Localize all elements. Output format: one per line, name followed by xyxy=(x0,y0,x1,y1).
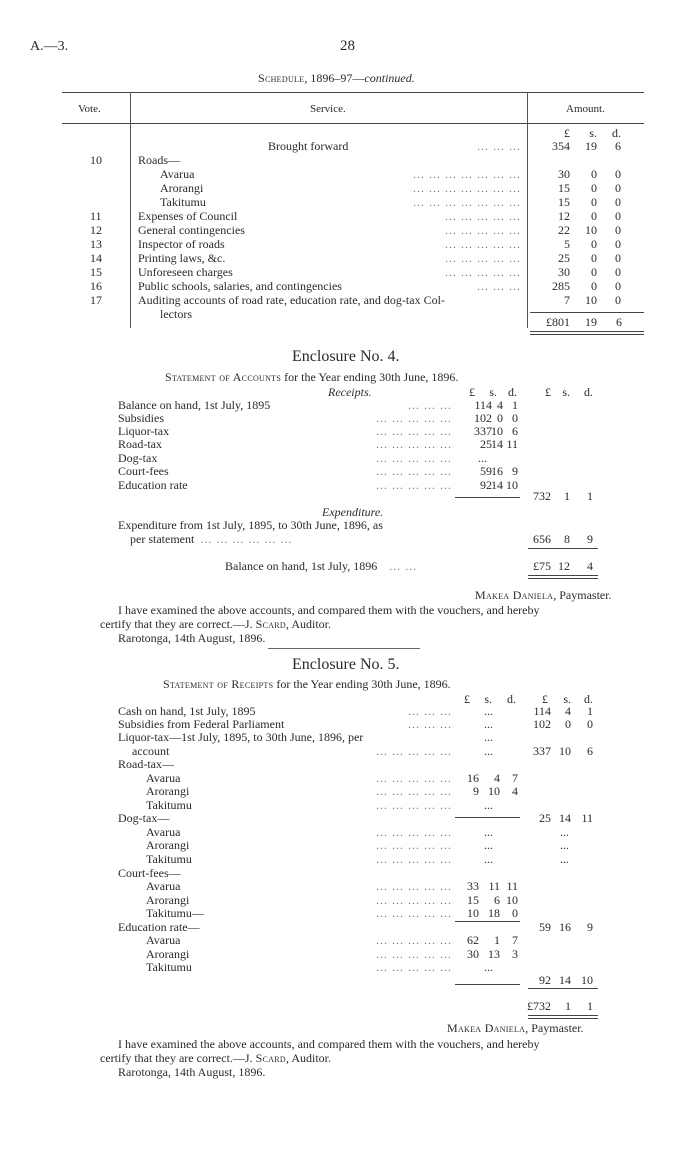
amount-l: 5 xyxy=(564,237,570,251)
education-total-d: 10 xyxy=(581,973,593,987)
amount-d: 0 xyxy=(587,717,593,731)
leader-dots: ... ... ... ... ... xyxy=(376,798,452,812)
amount-l: 7 xyxy=(564,293,570,307)
leader-dots: ... ... ... ... ... xyxy=(376,424,452,438)
amount-d: 0 xyxy=(615,209,621,223)
enclosure-5-subtitle: Statement of Receipts for the Year ending 30th June, 1896. xyxy=(163,677,451,691)
expenditure-heading: Expenditure. xyxy=(322,505,384,519)
ellipsis: ... xyxy=(484,960,493,974)
amount-s: 0 xyxy=(591,195,597,209)
service-label: Avarua xyxy=(160,167,195,181)
row-label: Liquor-tax—1st July, 1895, to 30th June, 1896, per xyxy=(118,730,364,744)
total-d: 6 xyxy=(616,315,622,329)
sub-amount-d: 11 xyxy=(506,879,518,893)
sub-amount-l: 30 xyxy=(467,947,479,961)
document-reference: A.—3. xyxy=(30,39,69,54)
amount-d: 0 xyxy=(615,293,621,307)
leader-dots: ... ... ... ... ... xyxy=(376,947,452,961)
row-label: Avarua xyxy=(146,825,181,839)
place-date: Rarotonga, 14th August, 1896. xyxy=(118,631,266,645)
amount-s: 14 xyxy=(491,437,503,451)
leader-dots: ... ... ... ... ... xyxy=(376,933,452,947)
expenditure-s: 8 xyxy=(564,532,570,546)
balance-l: £75 xyxy=(533,559,551,573)
row-label: Liquor-tax xyxy=(118,424,170,438)
amount-s: 16 xyxy=(491,464,503,478)
receipts-total-s: 1 xyxy=(564,489,570,503)
grand-total-d: 1 xyxy=(587,999,593,1013)
sub-amount-s: 11 xyxy=(488,879,500,893)
amount-s: 0 xyxy=(497,411,503,425)
expenditure-line-1: Expenditure from 1st July, 1895, to 30th June, 1896, as xyxy=(118,518,383,532)
sub-amount-s: 18 xyxy=(488,906,500,920)
service-label: General contingencies xyxy=(138,223,245,237)
sub-amount-d: 4 xyxy=(512,784,518,798)
amount-s: 10 xyxy=(559,744,571,758)
leader-dots: ... ... ... ... ... xyxy=(376,451,452,465)
leader-dots: ... ... ... ... ... xyxy=(445,251,521,265)
amount-d: 0 xyxy=(615,181,621,195)
leader-dots: ... ... ... ... ... xyxy=(376,960,452,974)
lsd-header-s: s. xyxy=(563,692,571,706)
service-label: lectors xyxy=(160,307,192,321)
amount-l: 285 xyxy=(552,279,570,293)
place-date: Rarotonga, 14th August, 1896. xyxy=(118,1065,266,1079)
service-label: Takitumu xyxy=(160,195,206,209)
leader-dots: ... ... ... ... ... xyxy=(376,411,452,425)
leader-dots: ... ... ... ... ... xyxy=(445,237,521,251)
sub-amount-l: 62 xyxy=(467,933,479,947)
amount-d: 1 xyxy=(587,704,593,718)
amount-d: 0 xyxy=(615,195,621,209)
amount-s: 0 xyxy=(591,167,597,181)
receipts-total-l: 732 xyxy=(533,489,551,503)
leader-dots: ... ... ... ... ... xyxy=(376,893,452,907)
paymaster-signature: Makea Daniela, Paymaster. xyxy=(447,1021,584,1035)
service-label: Roads— xyxy=(138,153,180,167)
amount-s: 0 xyxy=(591,251,597,265)
ellipsis: ... xyxy=(484,838,493,852)
amount-d: 0 xyxy=(615,279,621,293)
vote-number: 11 xyxy=(90,209,102,223)
leader-dots: ... ... ... ... ... xyxy=(376,825,452,839)
amount-l: 15 xyxy=(558,195,570,209)
amount-s: 14 xyxy=(491,478,503,492)
service-label: Public schools, salaries, and contingencies xyxy=(138,279,342,293)
row-label: Avarua xyxy=(146,933,181,947)
grand-total-s: 1 xyxy=(565,999,571,1013)
row-label: Dog-tax— xyxy=(118,811,170,825)
vote-number: 17 xyxy=(90,293,102,307)
lsd-header-s: s. xyxy=(489,385,497,399)
grand-total-l: £732 xyxy=(527,999,551,1013)
balance-label: Balance on hand, 1st July, 1896 ... ... xyxy=(225,559,418,573)
row-label: Road-tax— xyxy=(118,757,174,771)
leader-dots: ... ... ... ... ... xyxy=(376,464,452,478)
leader-dots: ... ... ... ... ... xyxy=(376,879,452,893)
sub-amount-d: 3 xyxy=(512,947,518,961)
amount-l: 92 xyxy=(480,478,492,492)
total-l: £801 xyxy=(546,315,570,329)
row-label: account xyxy=(132,744,170,758)
amount-d: 11 xyxy=(506,437,518,451)
amount-d: 0 xyxy=(615,237,621,251)
sub-amount-d: 7 xyxy=(512,933,518,947)
expenditure-l: 656 xyxy=(533,532,551,546)
balance-d: 4 xyxy=(587,559,593,573)
amount-l: 114 xyxy=(474,398,492,412)
lsd-header-l: £ xyxy=(545,385,551,399)
row-label: Education rate xyxy=(118,478,188,492)
leader-dots: ... ... ... xyxy=(408,398,452,412)
leader-dots: ... ... ... ... ... ... ... xyxy=(413,181,521,195)
sub-amount-s: 4 xyxy=(494,771,500,785)
lsd-header-s: s. xyxy=(484,692,492,706)
lsd-header-d: d. xyxy=(612,126,621,140)
leader-dots: ... ... ... ... ... xyxy=(376,437,452,451)
vote-number: 10 xyxy=(90,153,102,167)
enclosure-4-subtitle: Statement of Accounts for the Year ending 30th June, 1896. xyxy=(165,370,459,384)
amount-l: 59 xyxy=(480,464,492,478)
balance-s: 12 xyxy=(558,559,570,573)
education-total-l: 92 xyxy=(539,973,551,987)
service-label: Inspector of roads xyxy=(138,237,225,251)
ellipsis: ... xyxy=(484,852,493,866)
lsd-header-l: £ xyxy=(564,126,570,140)
amount-l: 30 xyxy=(558,265,570,279)
amount-s: 19 xyxy=(585,139,597,153)
row-label: Arorangi xyxy=(146,784,190,798)
amount-l: 102 xyxy=(474,411,492,425)
leader-dots: ... ... ... ... ... xyxy=(445,209,521,223)
sub-amount-d: 0 xyxy=(512,906,518,920)
amount-d: 0 xyxy=(615,265,621,279)
amount-s: 0 xyxy=(591,279,597,293)
ellipsis: ... xyxy=(484,798,493,812)
amount-d: 6 xyxy=(512,424,518,438)
amount-s: 10 xyxy=(491,424,503,438)
column-header-vote: Vote. xyxy=(78,103,101,115)
lsd-header-d: d. xyxy=(584,385,593,399)
sub-amount-d: 7 xyxy=(512,771,518,785)
amount-d: 9 xyxy=(587,920,593,934)
lsd-header-l: £ xyxy=(469,385,475,399)
lsd-header-s: s. xyxy=(589,126,597,140)
row-label: Avarua xyxy=(146,771,181,785)
row-label: Dog-tax xyxy=(118,451,158,465)
row-label: Subsidies xyxy=(118,411,165,425)
row-label: Takitumu xyxy=(146,798,192,812)
amount-d: 9 xyxy=(512,464,518,478)
amount-l: 337 xyxy=(533,744,551,758)
row-label: Cash on hand, 1st July, 1895 xyxy=(118,704,256,718)
row-label: Arorangi xyxy=(146,893,190,907)
row-label: Takitumu xyxy=(146,852,192,866)
service-label: Printing laws, &c. xyxy=(138,251,226,265)
amount-s: 0 xyxy=(591,181,597,195)
receipts-heading: Receipts. xyxy=(328,385,372,399)
ellipsis: ... xyxy=(560,838,569,852)
amount-d: 6 xyxy=(615,139,621,153)
lsd-header-s: s. xyxy=(562,385,570,399)
vote-number: 16 xyxy=(90,279,102,293)
row-label: Avarua xyxy=(146,879,181,893)
amount-l: 114 xyxy=(533,704,551,718)
service-label: Brought forward xyxy=(268,139,349,153)
amount-s: 0 xyxy=(591,237,597,251)
total-s: 19 xyxy=(585,315,597,329)
amount-l: 15 xyxy=(558,181,570,195)
amount-d: 0 xyxy=(615,251,621,265)
amount-d: 11 xyxy=(581,811,593,825)
column-header-service: Service. xyxy=(310,103,346,115)
certification-line-1: I have examined the above accounts, and compared them with the vouchers, and hereby xyxy=(118,603,540,617)
sub-amount-l: 10 xyxy=(467,906,479,920)
leader-dots: ... ... ... ... ... xyxy=(376,838,452,852)
amount-s: 10 xyxy=(585,223,597,237)
vote-number: 12 xyxy=(90,223,102,237)
amount-d: 0 xyxy=(512,411,518,425)
amount-l: 22 xyxy=(558,223,570,237)
enclosure-5-title: Enclosure No. 5. xyxy=(292,656,400,673)
expenditure-d: 9 xyxy=(587,532,593,546)
certification-line-1: I have examined the above accounts, and compared them with the vouchers, and hereby xyxy=(118,1037,540,1051)
amount-l: 25 xyxy=(539,811,551,825)
page-number: 28 xyxy=(340,38,355,54)
row-label: Road-tax xyxy=(118,437,162,451)
row-label: Takitumu xyxy=(146,960,192,974)
ellipsis: ... xyxy=(560,825,569,839)
ellipsis: ... xyxy=(484,717,493,731)
amount-s: 0 xyxy=(565,717,571,731)
sub-amount-s: 10 xyxy=(488,784,500,798)
sub-amount-l: 15 xyxy=(467,893,479,907)
row-label: Court-fees— xyxy=(118,866,181,880)
lsd-header-l: £ xyxy=(542,692,548,706)
amount-s: 10 xyxy=(585,293,597,307)
amount-s: 16 xyxy=(559,920,571,934)
row-label: Education rate— xyxy=(118,920,200,934)
leader-dots: ... ... ... ... ... xyxy=(376,744,452,758)
service-label: Unforeseen charges xyxy=(138,265,233,279)
row-label: Arorangi xyxy=(146,947,190,961)
row-label: Balance on hand, 1st July, 1895 xyxy=(118,398,271,412)
lsd-header-d: d. xyxy=(507,692,516,706)
amount-s: 0 xyxy=(591,265,597,279)
ellipsis: ... xyxy=(484,704,493,718)
amount-d: 10 xyxy=(506,478,518,492)
lsd-header-l: £ xyxy=(464,692,470,706)
amount-l: 102 xyxy=(533,717,551,731)
row-label: Arorangi xyxy=(146,838,190,852)
amount-l: 12 xyxy=(558,209,570,223)
amount-l: 25 xyxy=(558,251,570,265)
leader-dots: ... ... ... ... ... xyxy=(376,478,452,492)
sub-amount-l: 9 xyxy=(473,784,479,798)
leader-dots: ... ... ... ... ... ... ... xyxy=(413,195,521,209)
education-total-s: 14 xyxy=(559,973,571,987)
leader-dots: ... ... ... xyxy=(408,704,452,718)
paymaster-signature: Makea Daniela, Paymaster. xyxy=(475,588,612,602)
enclosure-4-title: Enclosure No. 4. xyxy=(292,348,400,365)
sub-amount-s: 13 xyxy=(488,947,500,961)
certification-line-2: certify that they are correct.—J. Scard, Auditor. xyxy=(100,1051,332,1065)
amount-s: 14 xyxy=(559,811,571,825)
ellipsis: ... xyxy=(484,825,493,839)
service-label: Expenses of Council xyxy=(138,209,238,223)
receipts-total-d: 1 xyxy=(587,489,593,503)
leader-dots: ... ... ... xyxy=(477,279,521,293)
amount-d: 6 xyxy=(587,744,593,758)
row-label: Court-fees xyxy=(118,464,169,478)
amount-l: 25 xyxy=(480,437,492,451)
amount-l: 30 xyxy=(558,167,570,181)
amount-s: 4 xyxy=(497,398,503,412)
ellipsis: ... xyxy=(484,730,493,744)
leader-dots: ... ... ... ... ... xyxy=(376,784,452,798)
leader-dots: ... ... ... ... ... ... ... xyxy=(413,167,521,181)
leader-dots: ... ... ... ... ... xyxy=(376,852,452,866)
leader-dots: ... ... ... xyxy=(408,717,452,731)
leader-dots: ... ... ... ... ... xyxy=(376,906,452,920)
column-header-amount: Amount. xyxy=(566,103,605,115)
sub-amount-l: 33 xyxy=(467,879,479,893)
certification-line-2: certify that they are correct.—J. Scard, Auditor. xyxy=(100,617,332,631)
ellipsis: ... xyxy=(484,744,493,758)
sub-amount-l: 16 xyxy=(467,771,479,785)
leader-dots: ... ... ... ... ... xyxy=(445,265,521,279)
amount-l: 59 xyxy=(539,920,551,934)
schedule-title: Schedule, 1896–97—continued. xyxy=(258,71,415,85)
sub-amount-s: 1 xyxy=(494,933,500,947)
amount-l: 354 xyxy=(552,139,570,153)
ellipsis: ... xyxy=(478,451,487,465)
row-label: Takitumu— xyxy=(146,906,204,920)
amount-d: 0 xyxy=(615,167,621,181)
amount-s: 4 xyxy=(565,704,571,718)
amount-d: 0 xyxy=(615,223,621,237)
sub-amount-s: 6 xyxy=(494,893,500,907)
amount-s: 0 xyxy=(591,209,597,223)
row-label: Subsidies from Federal Parliament xyxy=(118,717,285,731)
vote-number: 13 xyxy=(90,237,102,251)
ellipsis: ... xyxy=(560,852,569,866)
leader-dots: ... ... ... ... ... xyxy=(376,771,452,785)
vote-number: 14 xyxy=(90,251,102,265)
amount-l: 337 xyxy=(474,424,492,438)
expenditure-line-2: per statement ... ... ... ... ... ... xyxy=(130,532,293,546)
lsd-header-d: d. xyxy=(508,385,517,399)
amount-d: 1 xyxy=(512,398,518,412)
sub-amount-d: 10 xyxy=(506,893,518,907)
leader-dots: ... ... ... xyxy=(477,139,521,153)
service-label: Arorangi xyxy=(160,181,204,195)
vote-number: 15 xyxy=(90,265,102,279)
lsd-header-d: d. xyxy=(584,692,593,706)
service-label: Auditing accounts of road rate, education rate, and dog-tax Col- xyxy=(138,293,445,307)
leader-dots: ... ... ... ... ... xyxy=(445,223,521,237)
